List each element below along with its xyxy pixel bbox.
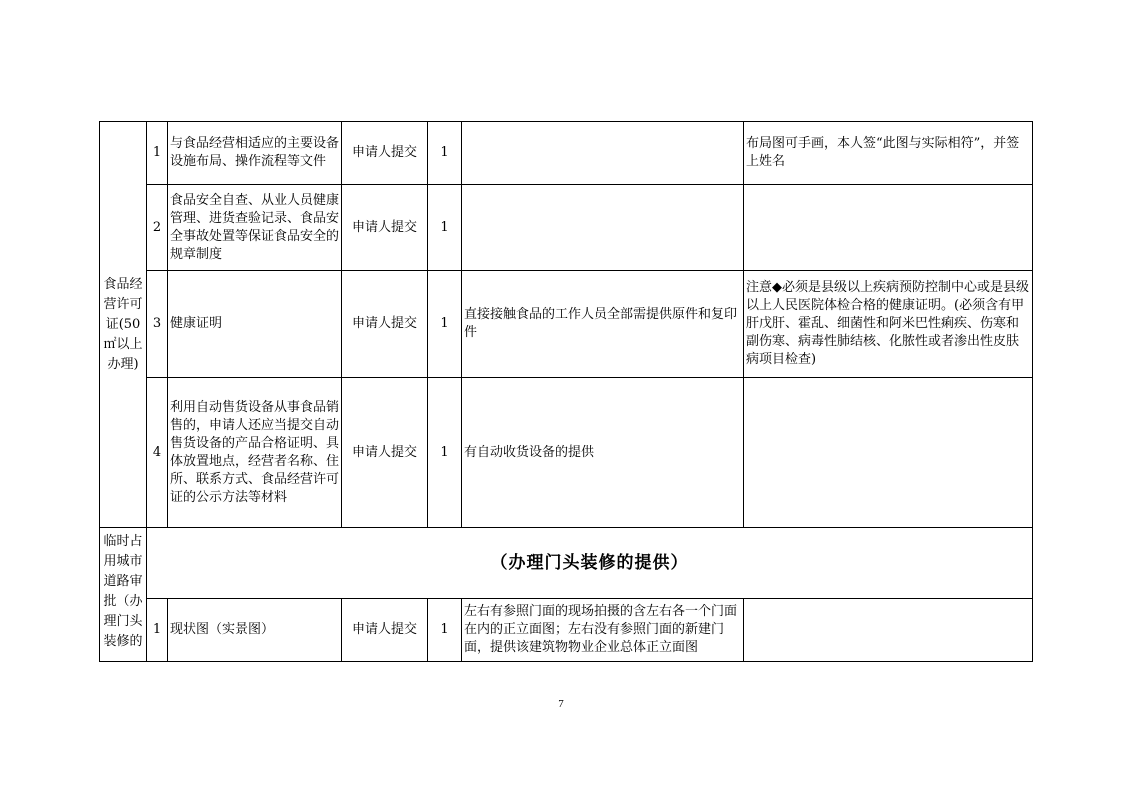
requirement: 有自动收货设备的提供 xyxy=(462,378,744,528)
copy-count: 1 xyxy=(428,122,462,185)
material-name: 与食品经营相适应的主要设备设施布局、操作流程等文件 xyxy=(168,122,342,185)
section-title: （办理门头装修的提供） xyxy=(147,528,1033,599)
table-row xyxy=(100,378,1033,528)
requirement xyxy=(462,185,744,271)
materials-table xyxy=(99,121,1033,662)
requirement: 左右有参照门面的现场拍摄的含左右各一个门面在内的正立面图；左右没有参照门面的新建门面，提供该建筑物物业企业总体正立面图 xyxy=(462,599,744,662)
row-number: 1 xyxy=(147,599,168,662)
copy-count: 1 xyxy=(428,271,462,378)
row-number: 3 xyxy=(147,271,168,378)
material-name: 现状图（实景图） xyxy=(168,599,342,662)
note xyxy=(744,378,1033,528)
material-name: 食品安全自查、从业人员健康管理、进货查验记录、食品安全事故处置等保证食品安全的规章制度 xyxy=(168,185,342,271)
copy-count: 1 xyxy=(428,599,462,662)
requirement xyxy=(462,122,744,185)
submitter: 申请人提交 xyxy=(342,378,428,528)
requirement: 直接接触食品的工作人员全部需提供原件和复印件 xyxy=(462,271,744,378)
copy-count: 1 xyxy=(428,185,462,271)
material-name: 利用自动售货设备从事食品销售的，申请人还应当提交自动售货设备的产品合格证明、具体放置地点，经营者名称、住所、联系方式、食品经营许可证的公示方法等材料 xyxy=(168,378,342,528)
table-row xyxy=(100,271,1033,378)
copy-count: 1 xyxy=(428,378,462,528)
note xyxy=(744,599,1033,662)
note xyxy=(744,185,1033,271)
row-number: 1 xyxy=(147,122,168,185)
row-number: 2 xyxy=(147,185,168,271)
submitter: 申请人提交 xyxy=(342,122,428,185)
category-road-occupation: 临时占用城市道路审批（办理门头装修的 xyxy=(100,528,147,662)
page-number: 7 xyxy=(558,698,564,710)
note: 布局图可手画，本人签“此图与实际相符”，并签上姓名 xyxy=(744,122,1033,185)
table-row xyxy=(100,599,1033,662)
row-number: 4 xyxy=(147,378,168,528)
submitter: 申请人提交 xyxy=(342,185,428,271)
section-row xyxy=(100,528,1033,599)
note: 注意◆必须是县级以上疾病预防控制中心或是县级以上人民医院体检合格的健康证明。(必须含有甲肝戊肝、霍乱、细菌性和阿米巴性痢疾、伤寒和副伤寒、病毒性肺结核、化脓性或者渗出性皮肤病项目检查) xyxy=(744,271,1033,378)
submitter: 申请人提交 xyxy=(342,271,428,378)
category-food-permit: 食品经营许可证(50㎡以上办理) xyxy=(100,122,147,528)
submitter: 申请人提交 xyxy=(342,599,428,662)
table-row xyxy=(100,185,1033,271)
material-name: 健康证明 xyxy=(168,271,342,378)
table-row xyxy=(100,122,1033,185)
